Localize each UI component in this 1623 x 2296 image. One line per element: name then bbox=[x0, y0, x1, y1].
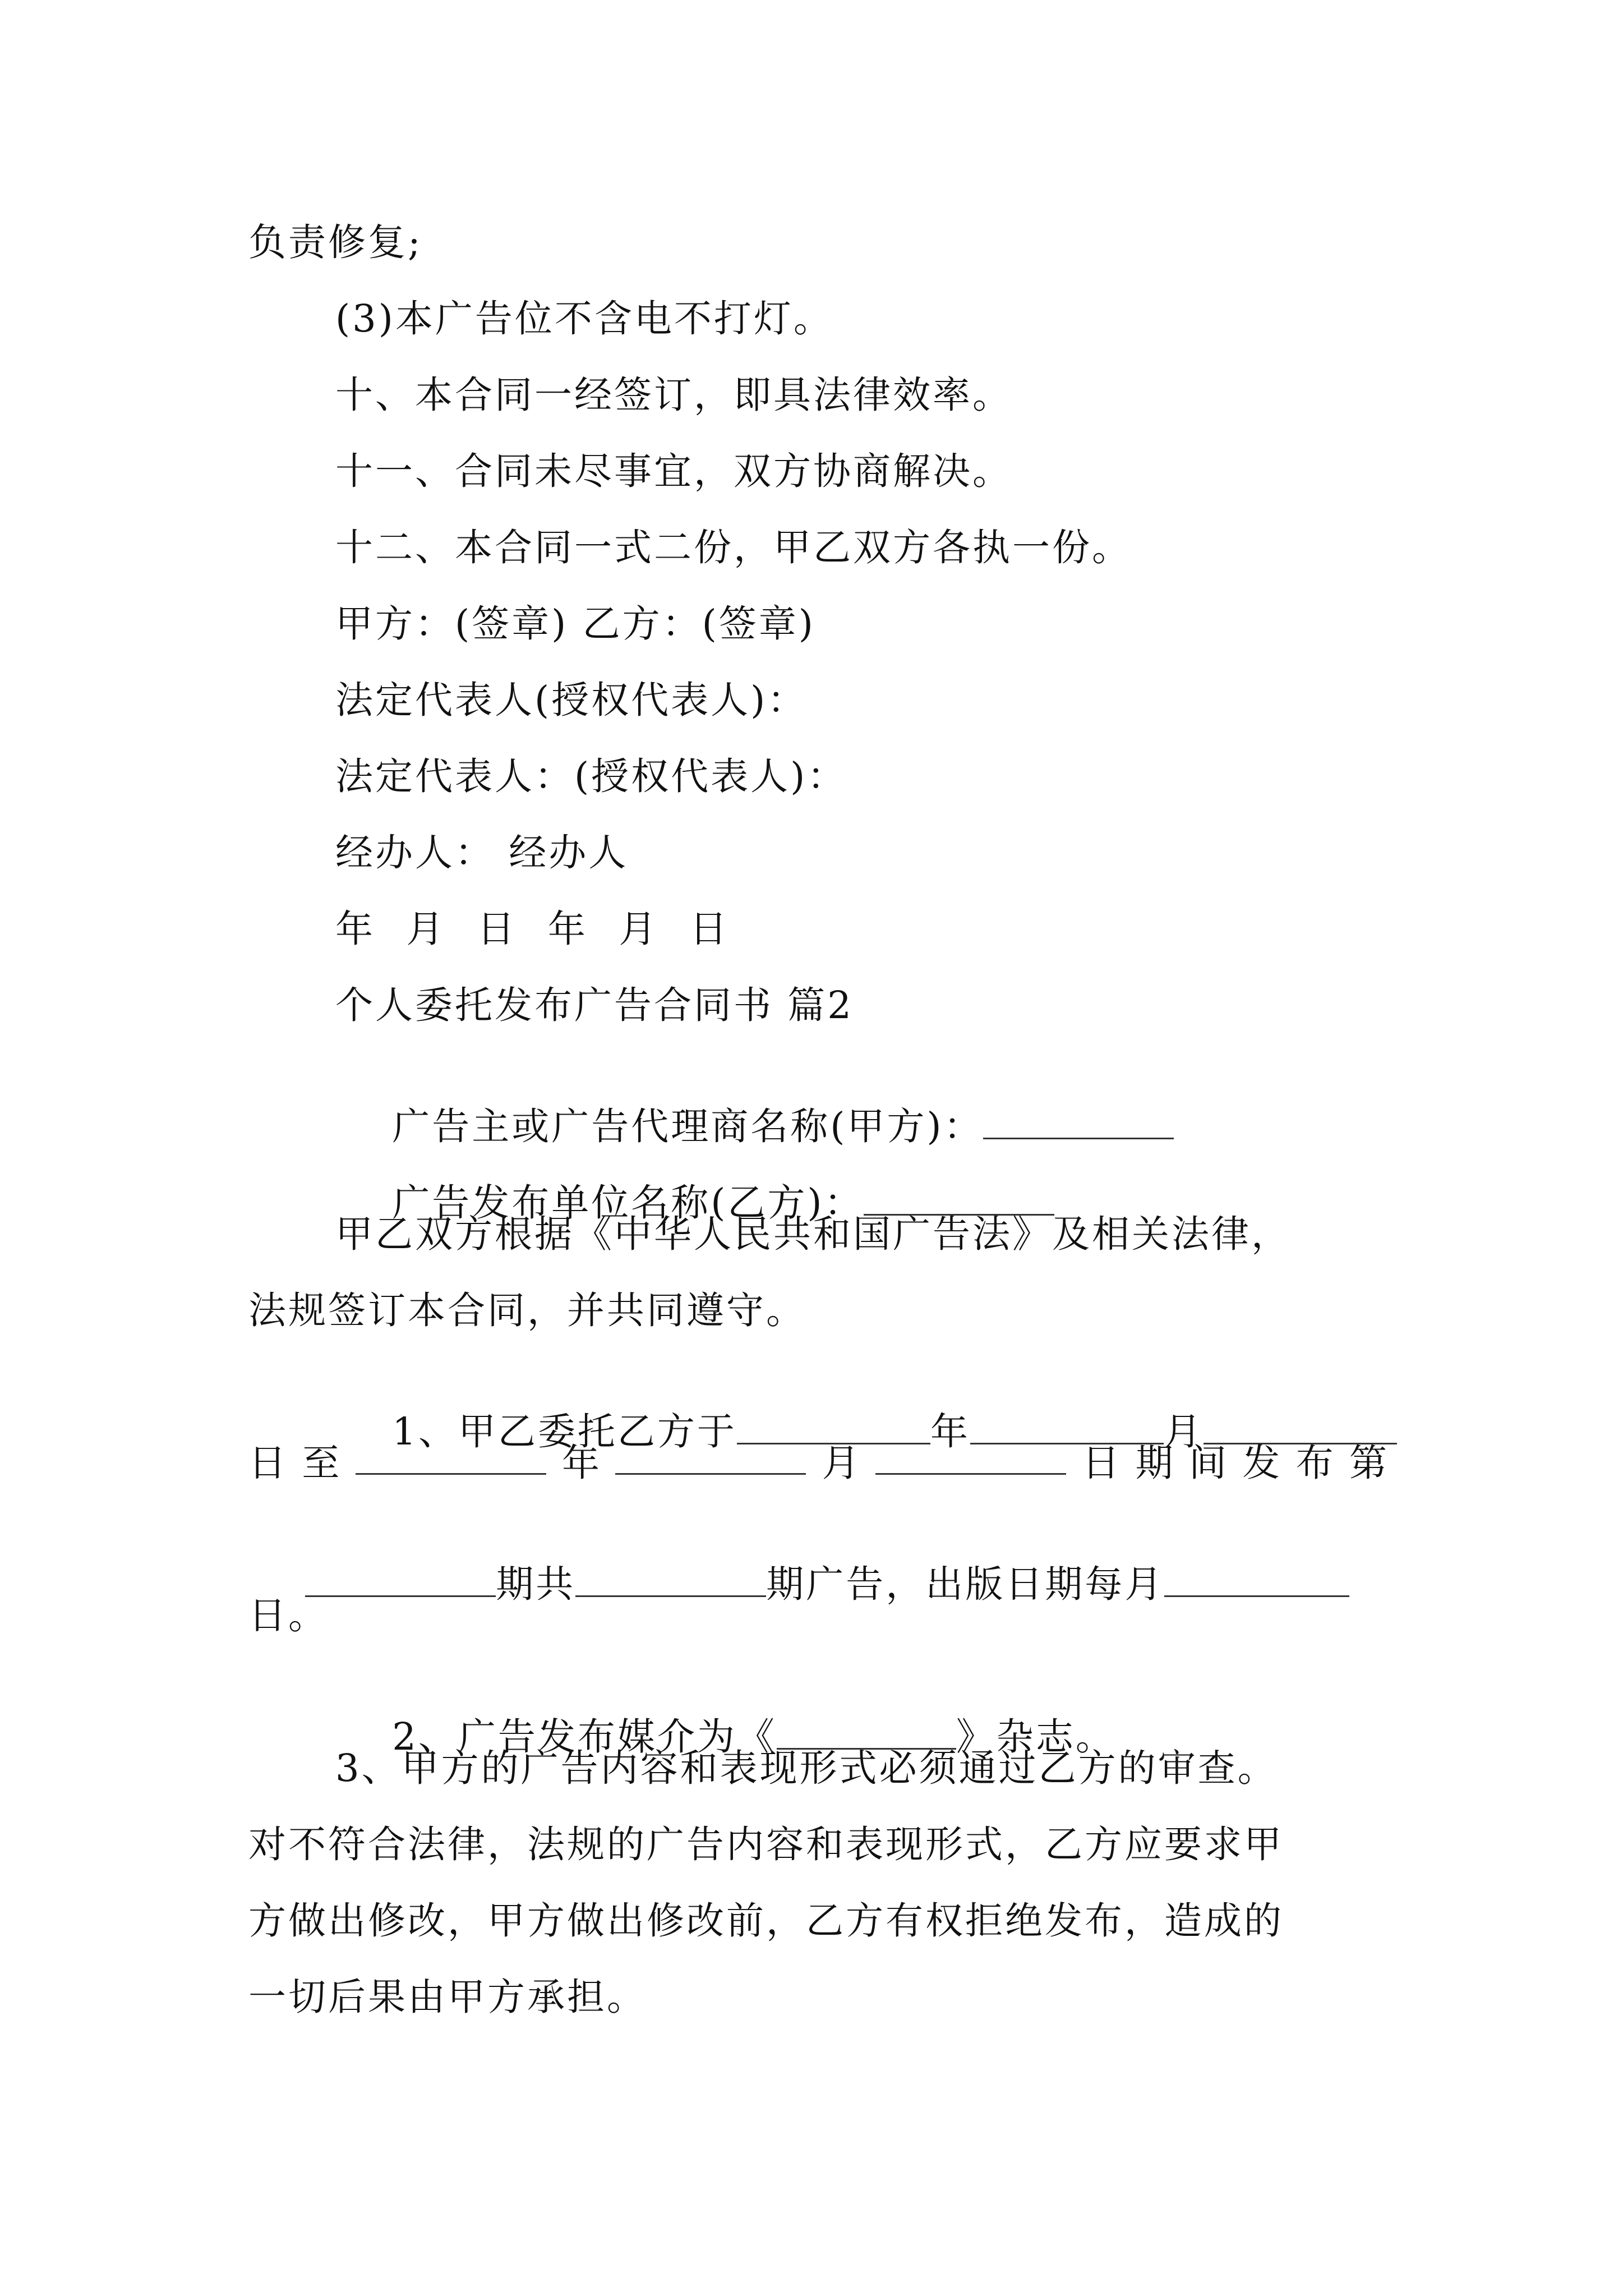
issue-date-label: 期广告，出版日期每月 bbox=[766, 1562, 1165, 1606]
blank-field bbox=[777, 1715, 956, 1750]
clause-2-line bbox=[335, 1669, 1457, 1759]
blank-field bbox=[864, 1181, 1054, 1216]
handler-line: 经办人： 经办人 bbox=[335, 831, 629, 875]
month-label: 月 bbox=[1163, 1410, 1204, 1453]
clause-12: 十二、本合同一式二份，甲乙双方各执一份。 bbox=[335, 526, 1132, 569]
advertiser-label: 广告主或广告代理商名称(甲方)： bbox=[392, 1105, 984, 1148]
month-label: 月 bbox=[822, 1441, 860, 1485]
clause-10: 十、本合同一经签订，即具法律效率。 bbox=[335, 373, 1012, 417]
clause-3-line: 3、甲方的广告内容和表现形式必须通过乙方的审查。 bbox=[335, 1746, 1278, 1790]
to-label: 至 bbox=[302, 1441, 340, 1485]
blank-field bbox=[575, 1563, 766, 1597]
clause-3-line-4: 一切后果由甲方承担。 bbox=[248, 1975, 647, 2019]
clause-1-line-2 bbox=[248, 1441, 1387, 1485]
blank-field bbox=[615, 1441, 806, 1475]
publisher-label: 广告发布单位名称(乙方)： bbox=[392, 1181, 864, 1225]
year-label: 年 bbox=[561, 1441, 600, 1485]
blank-field bbox=[1164, 1563, 1349, 1597]
blank-field bbox=[970, 1410, 1164, 1444]
blank-field bbox=[737, 1410, 930, 1444]
text-char: 发 bbox=[1242, 1441, 1280, 1485]
clause-1-line-3 bbox=[248, 1517, 1370, 1606]
blank-field bbox=[875, 1441, 1066, 1475]
preamble-line: 甲乙双方根据《中华人民共和国广告法》及相关法律， bbox=[335, 1212, 1291, 1256]
clause-1-text: 1、甲乙委托乙方于 bbox=[392, 1410, 737, 1453]
clause-2-end: 》杂志。 bbox=[956, 1715, 1115, 1759]
blank-field bbox=[356, 1441, 546, 1475]
advertiser-name-line bbox=[335, 1059, 1457, 1148]
blank-field bbox=[305, 1563, 496, 1597]
text-char: 间 bbox=[1188, 1441, 1227, 1485]
preamble-line-2: 法规签订本合同，并共同遵守。 bbox=[248, 1289, 806, 1332]
signature-line: 甲方：(签章) 乙方：(签章) bbox=[335, 602, 815, 646]
clause-3-line-3: 方做出修改，甲方做出修改前，乙方有权拒绝发布，造成的 bbox=[248, 1899, 1284, 1943]
day-label: 日 bbox=[248, 1441, 286, 1485]
year-label: 年 bbox=[930, 1410, 970, 1453]
blank-field bbox=[1204, 1410, 1397, 1444]
date-line: 年 月 日 年 月 日 bbox=[335, 907, 730, 951]
blank-field bbox=[983, 1105, 1174, 1139]
clause-3-no-power: (3)本广告位不含电不打灯。 bbox=[335, 297, 833, 341]
text-char: 第 bbox=[1349, 1441, 1387, 1485]
legal-rep-line: 法定代表人(授权代表人)： bbox=[335, 678, 808, 722]
publisher-name-line bbox=[335, 1135, 1457, 1225]
clause-1-line-4: 日。 bbox=[248, 1594, 328, 1637]
clause-2-text: 2、广告发布媒介为《 bbox=[392, 1715, 777, 1759]
paragraph-line: 负责修复; bbox=[248, 220, 423, 264]
clause-11: 十一、合同未尽事宜，双方协商解决。 bbox=[335, 449, 1012, 493]
day-label: 日 bbox=[1082, 1441, 1120, 1485]
clause-3-line-2: 对不符合法律，法规的广告内容和表现形式，乙方应要求甲 bbox=[248, 1823, 1284, 1866]
issue-total-label: 期共 bbox=[496, 1562, 576, 1606]
clause-1-line bbox=[335, 1364, 1457, 1453]
text-char: 布 bbox=[1295, 1441, 1334, 1485]
text-char: 期 bbox=[1135, 1441, 1173, 1485]
legal-rep-line-2: 法定代表人：(授权代表人)： bbox=[335, 754, 847, 798]
section-title: 个人委托发布广告合同书 篇2 bbox=[335, 983, 854, 1027]
